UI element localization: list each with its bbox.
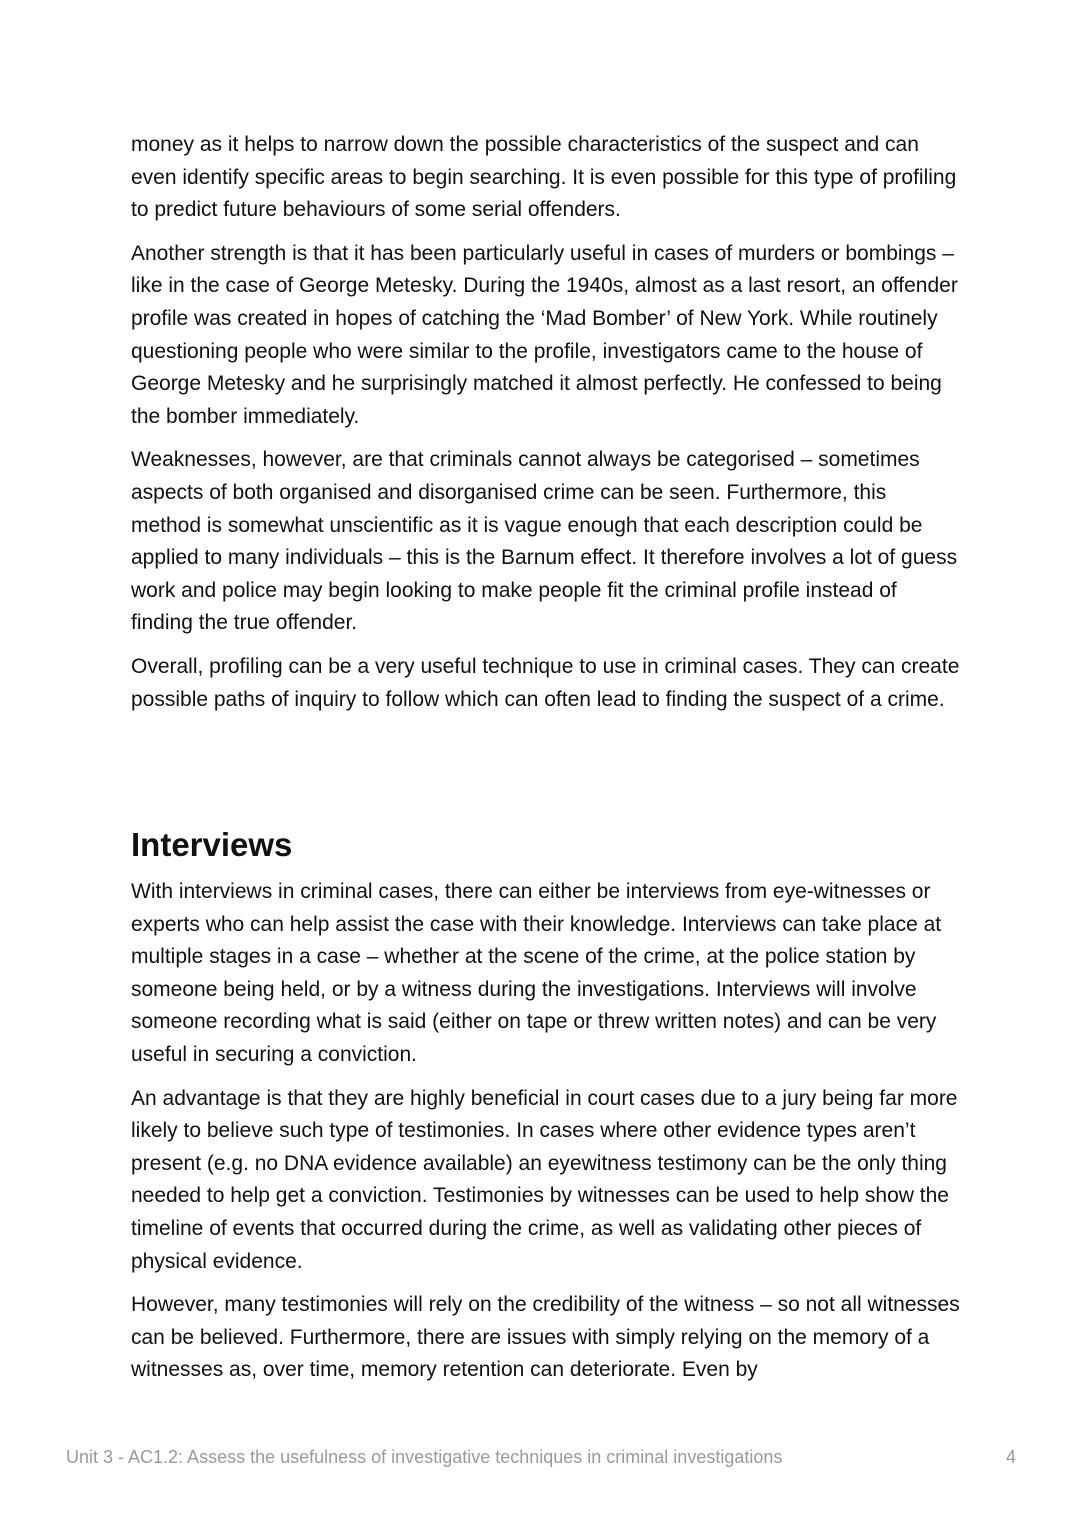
paragraph: money as it helps to narrow down the possible characteristics of the suspect and can even identify specific areas to begin searching. It is even possible for this type of profiling to predict future behaviours of some serial offenders. [131, 133, 957, 222]
section-heading: Interviews [131, 826, 293, 863]
page-number: 4 [1005, 1447, 1016, 1467]
footer-title: Unit 3 - AC1.2: Assess the usefulness of investigative techniques in criminal investigations [66, 1447, 783, 1467]
interviews-section [131, 876, 961, 1398]
paragraph: Another strength is that it has been particularly useful in cases of murders or bombings – like in the case of George Metesky. During the 1940s, almost as a last resort, an offender profile was created in hopes of catching the ‘Mad Bomber’ of New York. While routinely questioning people who were similar to the profile, investigators came to the house of George Metesky and he surprisingly matched it almost perfectly. He confessed to being the bomber immediately. [131, 241, 958, 428]
paragraph: An advantage is that they are highly beneficial in court cases due to a jury being far more likely to believe such type of testimonies. In cases where other evidence types aren’t present (e.g. no DNA evidence available) an eyewitness testimony can be the only thing needed to help get a conviction. Testimonies by witnesses can be used to help show the timeline of events that occurred during the crime, as well as validating other pieces of physical evidence. [131, 1086, 958, 1273]
profiling-section [131, 129, 961, 727]
paragraph: However, many testimonies will rely on the credibility of the witness – so not all witnesses can be believed. Furthermore, there are issues with simply relying on the memory of a witnesses as, over time, memory retention can deteriorate. Even by [131, 1293, 960, 1382]
paragraph: Weaknesses, however, are that criminals cannot always be categorised – sometimes aspects of both organised and disorganised crime can be seen. Furthermore, this method is somewhat unscientific as it is vague enough that each description could be applied to many individuals – this is the Barnum effect. It therefore involves a lot of guess work and police may begin looking to make people fit the criminal profile instead of finding the true offender. [131, 448, 958, 635]
paragraph: With interviews in criminal cases, there can either be interviews from eye-witnesses or experts who can help assist the case with their knowledge. Interviews can take place at multiple stages in a case – whether at the scene of the crime, at the police station by someone being held, or by a witness during the investigations. Interviews will involve someone recording what is said (either on tape or threw written notes) and can be very useful in securing a conviction. [131, 880, 942, 1066]
paragraph: Overall, profiling can be a very useful technique to use in criminal cases. They can create possible paths of inquiry to follow which can often lead to finding the suspect of a crime. [131, 654, 960, 711]
page-footer [66, 1447, 1016, 1468]
